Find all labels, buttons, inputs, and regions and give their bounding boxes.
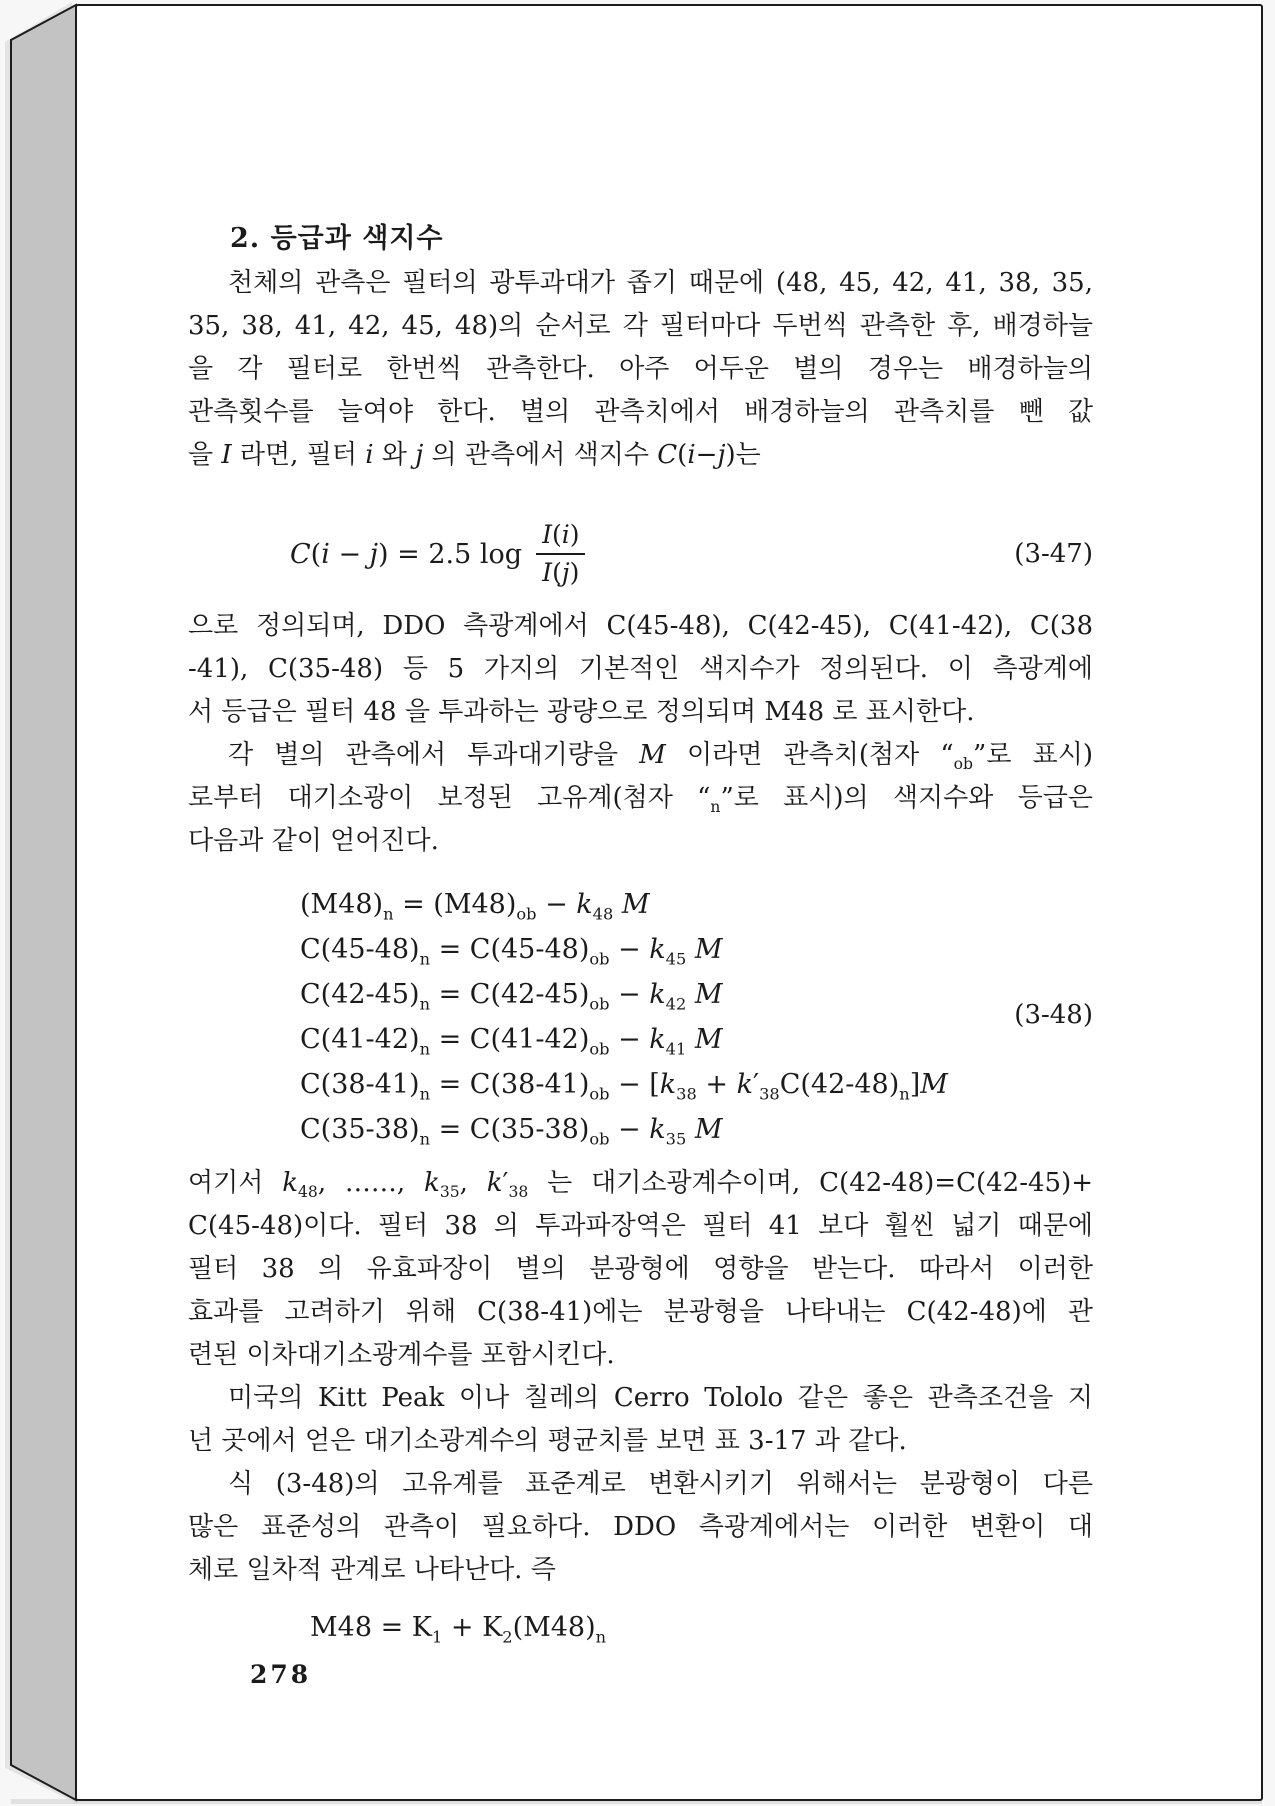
body-line: 많은 표준성의 관측이 필요하다. DDO 측광계에서는 이러한 변환이 대 [188, 1512, 1093, 1542]
body-line: 련된 이차대기소광계수를 포함시킨다. [188, 1340, 615, 1370]
body-line: 넌 곳에서 얻은 대기소광계수의 평균치를 보면 표 3-17 과 같다. [188, 1426, 907, 1456]
body-line: 을 각 필터로 한번씩 관측한다. 아주 어두운 별의 경우는 배경하늘의 [188, 354, 1093, 384]
body-line: 체로 일차적 관계로 나타난다. 즉 [188, 1555, 556, 1585]
paragraph-5 [188, 1377, 1093, 1463]
section-heading: 2. 등급과 색지수 [230, 223, 444, 254]
body-line: 서 등급은 필터 48 을 투과하는 광량으로 정의되며 M48 로 표시한다. [188, 697, 975, 727]
body-line: 35, 38, 41, 42, 45, 48)의 순서로 각 필터마다 두번씩 관측한 후, 배경하늘 [188, 311, 1093, 341]
equation-number: (3-48) [1014, 1000, 1093, 1030]
body-line: 미국의 Kitt Peak 이나 칠레의 Cerro Tololo 같은 좋은 관측조건을 지 [228, 1383, 1093, 1413]
equation-line: $C(42-45)_n = C(42-45)_{ob} - k_{42}$ M [300, 979, 723, 1014]
paragraph-1 [188, 262, 1093, 477]
body-line: C(45-48)이다. 필터 38 의 투과파장역은 필터 41 보다 훨씬 넓기 때문에 [188, 1211, 1093, 1241]
equation-group-3-48 [300, 882, 1093, 1152]
body-line: 을 I 라면, 필터 i 와 j 의 관측에서 색지수 C(i−j)는 [188, 440, 761, 470]
equation-line: $C(38-41)_n = C(38-41)_{ob} - [k_{38} + k'_{38}C(42-48)_n]M$ [300, 1069, 948, 1104]
fraction-denominator: I(j) [542, 558, 580, 587]
body-line: 로부터 대기소광이 보정된 고유계(첨자 “$_n$”로 표시)의 색지수와 등급은 [188, 783, 1093, 817]
page-stack-edge [11, 5, 76, 1800]
paragraph-4 [188, 1162, 1093, 1377]
body-line: 각 별의 관측에서 투과대기량을 M 이라면 관측치(첨자 “$_{ob}$”로 표시) [228, 740, 1093, 774]
body-line: 으로 정의되며, DDO 측광계에서 C(45-48), C(42-45), C(41-42), C(38 [188, 611, 1093, 641]
body-line: 관측횟수를 늘여야 한다. 별의 관측치에서 배경하늘의 관측치를 뺀 값 [188, 397, 1093, 427]
body-line: 필터 38 의 유효파장이 별의 분광형에 영향을 받는다. 따라서 이러한 [188, 1254, 1093, 1284]
body-line: 천체의 관측은 필터의 광투과대가 좁기 때문에 (48, 45, 42, 41, 38, 35, [228, 268, 1093, 298]
body-line: 식 (3-48)의 고유계를 표준계로 변환시키기 위해서는 분광형이 다른 [228, 1469, 1093, 1499]
equation-line: $C(45-48)_n = C(45-48)_{ob} - k_{45}$ M [300, 934, 723, 969]
equation-3-47 [290, 502, 1093, 606]
equation-fraction [536, 517, 585, 591]
paragraph-6 [188, 1463, 1093, 1592]
paragraph-3 [188, 734, 1093, 863]
equation-number: (3-47) [1014, 539, 1093, 569]
equation-line: $C(41-42)_n = C(41-42)_{ob} - k_{41}$ M [300, 1024, 723, 1059]
body-line: 다음과 같이 얻어진다. [188, 826, 439, 856]
equation-line: $C(35-38)_n = C(35-38)_{ob} - k_{35}$ M [300, 1114, 723, 1149]
body-line: -41), C(35-48) 등 5 가지의 기본적인 색지수가 정의된다. 이 측광계에 [188, 654, 1093, 684]
equation-line: $(M48)_n = (M48)_{ob} - k_{48}$ M [300, 889, 650, 924]
body-line: 효과를 고려하기 위해 C(38-41)에는 분광형을 나타내는 C(42-48)에 관 [188, 1297, 1093, 1327]
equation-lhs: C(i − j) = 2.5 log [290, 538, 523, 570]
body-line: 여기서 $k_{48}$, ……, $k_{35}$, $k'_{38}$ 는 대기소광계수이며, C(42-48)=C(42-45)+ [188, 1168, 1093, 1202]
page-number: 278 [250, 1660, 312, 1689]
equation-final-transformation: $M48 = K_1 + K_2(M48)_n$ [310, 1612, 607, 1647]
fraction-numerator: I(i) [542, 520, 580, 549]
paragraph-2 [188, 605, 1093, 734]
